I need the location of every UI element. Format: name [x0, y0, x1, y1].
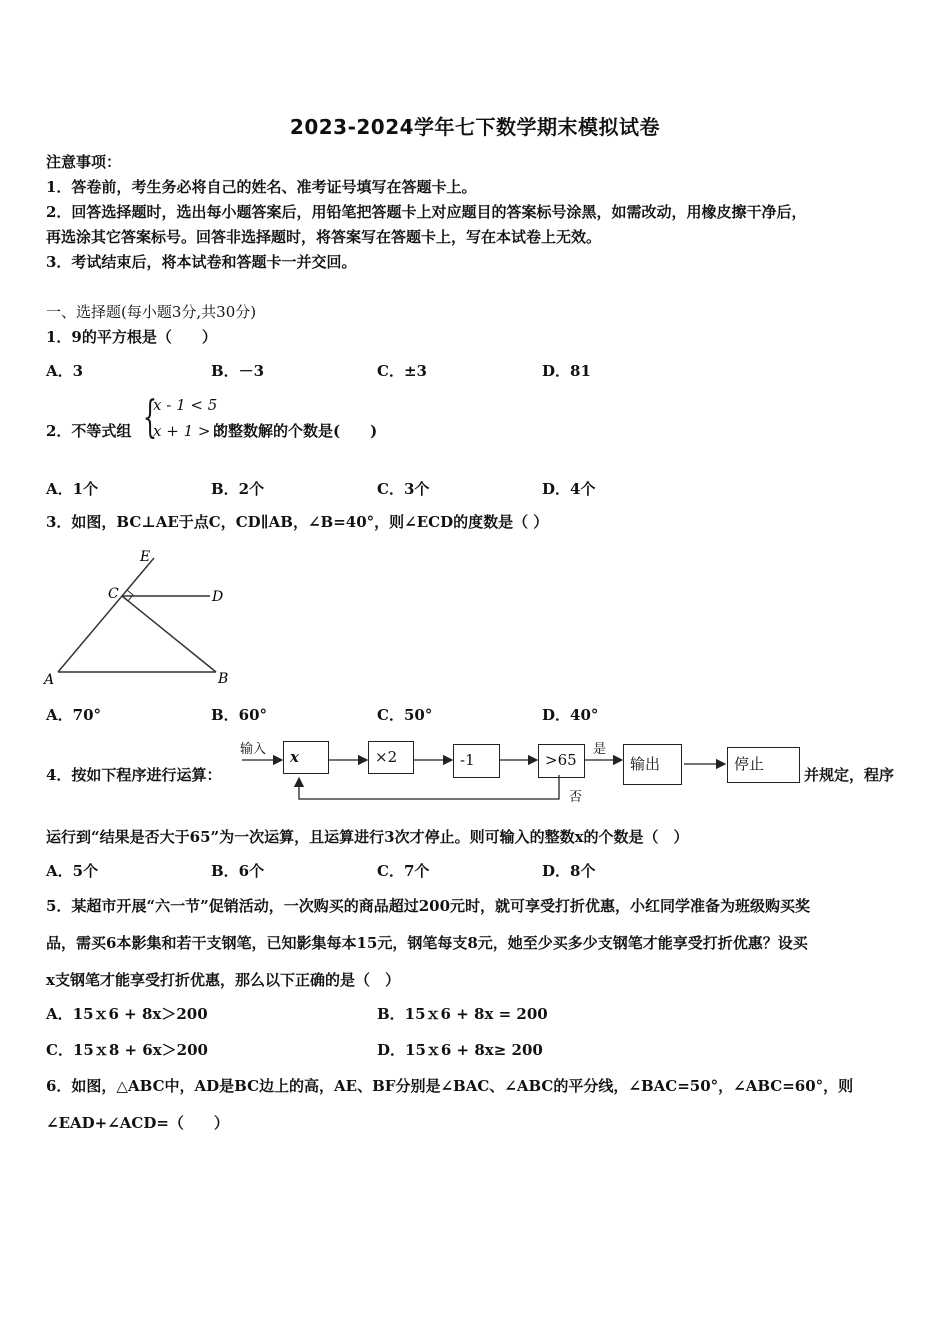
- flow-box-compare: >65: [538, 744, 585, 778]
- q2-prefix: 2．不等式组: [46, 422, 132, 440]
- q3-figure: [40, 545, 240, 695]
- q1-option-d[interactable]: D．81: [542, 362, 591, 380]
- q1-option-c[interactable]: C．±3: [377, 362, 427, 380]
- notice-heading: 注意事项：: [46, 153, 122, 171]
- q6-line: 6．如图，△ABC中，AD是BC边上的高，AE、BF分别是∠BAC、∠ABC的平分线，∠BAC=50°，∠ABC=60°，则: [46, 1077, 854, 1095]
- q3-stem: 3．如图，BC⊥AE于点C，CD∥AB，∠B=40°，则∠ECD的度数是（ ）: [46, 513, 549, 531]
- q4-prefix: 4．按如下程序进行运算：: [46, 766, 222, 784]
- inequality-1: x - 1 < 5: [153, 396, 218, 414]
- q4-option-b[interactable]: B．6个: [211, 862, 265, 880]
- notice-item: 1．答卷前，考生务必将自己的姓名、准考证号填写在答题卡上。: [46, 178, 477, 196]
- q3-option-a[interactable]: A．70°: [46, 706, 102, 724]
- notice-item: 再选涂其它答案标号。回答非选择题时，将答案写在答题卡上，写在本试卷上无效。: [46, 228, 602, 246]
- line-ae: [58, 558, 154, 672]
- q1-stem: 1．9的平方根是（ ）: [46, 328, 217, 346]
- flow-yes-label: 是: [593, 742, 607, 757]
- q4-option-d[interactable]: D．8个: [542, 862, 596, 880]
- notice-item: 3．考试结束后，将本试卷和答题卡一并交回。: [46, 253, 357, 271]
- inequality-system: [143, 394, 223, 446]
- q5-option-c[interactable]: C．15ｘ8 + 6x＞200: [46, 1041, 208, 1059]
- flow-no-label: 否: [569, 790, 583, 805]
- q6-line: ∠EAD+∠ACD=（ ）: [46, 1114, 229, 1132]
- q4-option-c[interactable]: C．7个: [377, 862, 430, 880]
- flow-box-x: x: [283, 741, 329, 774]
- q3-option-b[interactable]: B．60°: [211, 706, 268, 724]
- page-title: 2023-2024学年七下数学期末模拟试卷: [289, 115, 661, 139]
- q2-suffix: 的整数解的个数是( ): [213, 422, 378, 440]
- flow-box-subtract: -1: [453, 744, 500, 778]
- flow-input-label: 输入: [240, 742, 267, 757]
- q1-option-b[interactable]: B．－3: [211, 362, 265, 380]
- label-b: B: [218, 671, 229, 687]
- label-e: E: [140, 549, 151, 565]
- flow-box-output: 输出: [623, 744, 682, 785]
- q2-option-c[interactable]: C．3个: [377, 480, 430, 498]
- label-c: C: [108, 586, 119, 602]
- q3-option-d[interactable]: D．40°: [542, 706, 599, 724]
- notice-item: 2．回答选择题时，选出每小题答案后，用铅笔把答题卡上对应题目的答案标号涂黑，如需改动，用橡皮擦干净后，: [46, 203, 807, 221]
- q5-line: 品，需买6本影集和若干支钢笔，已知影集每本15元，钢笔每支8元，她至少买多少支钢笔才能享受打折优惠？设买: [46, 934, 808, 952]
- q5-option-a[interactable]: A．15ｘ6 + 8x＞200: [46, 1005, 208, 1023]
- inequality-2: x + 1 > 3: [153, 422, 225, 440]
- line-cb: [122, 596, 216, 672]
- q5-line: x支钢笔才能享受打折优惠，那么以下正确的是（ ）: [46, 971, 400, 989]
- q4-option-a[interactable]: A．5个: [46, 862, 99, 880]
- q2-option-d[interactable]: D．4个: [542, 480, 596, 498]
- q5-option-d[interactable]: D．15ｘ6 + 8x≥ 200: [377, 1041, 543, 1059]
- q3-option-c[interactable]: C．50°: [377, 706, 433, 724]
- flow-box-multiply: ×2: [368, 741, 414, 774]
- label-d: D: [212, 589, 224, 605]
- q4-continuation: 运行到“结果是否大于65”为一次运算，且运算进行3次才停止。则可输入的整数x的个数是（ ）: [46, 828, 689, 846]
- q2-option-b[interactable]: B．2个: [211, 480, 265, 498]
- q1-option-a[interactable]: A．3: [46, 362, 84, 380]
- label-a: A: [44, 672, 55, 688]
- section-heading: 一、选择题(每小题3分,共30分): [46, 303, 257, 321]
- flow-box-stop: 停止: [727, 747, 800, 783]
- brace-icon: {: [143, 392, 157, 443]
- q2-option-a[interactable]: A．1个: [46, 480, 99, 498]
- q5-line: 5．某超市开展“六一节”促销活动，一次购买的商品超过200元时，就可享受打折优惠，小红同学准备为班级购买奖: [46, 897, 811, 915]
- q4-suffix: 并规定，程序: [804, 766, 895, 784]
- q5-option-b[interactable]: B．15ｘ6 + 8x = 200: [377, 1005, 548, 1023]
